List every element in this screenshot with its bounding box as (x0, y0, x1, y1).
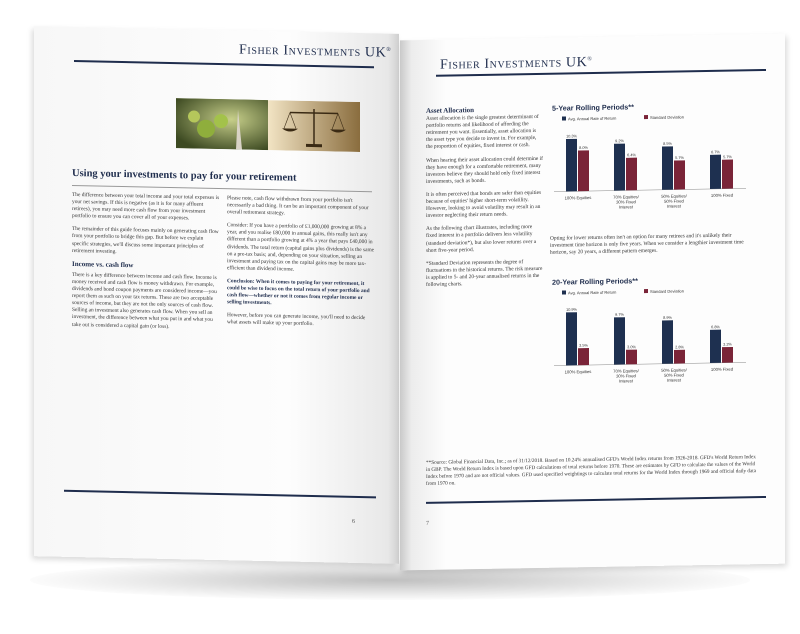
bar (578, 348, 589, 365)
paragraph: When hearing their asset allocation could determine if they have enough for a comfortable retirement, many investors believe they should hold only fixed interest investments, such as bonds. (426, 155, 543, 185)
bar (710, 330, 721, 363)
bar (674, 350, 685, 364)
page-title: Using your investments to pay for your retirement (72, 167, 297, 184)
bar (710, 155, 721, 189)
bar (662, 146, 673, 189)
category-label: 100% Fixed (710, 366, 734, 372)
bar-value-label: 6.7% (711, 150, 720, 155)
bar (626, 350, 637, 365)
source-footnote: **Source: Global Financial Data, Inc.; as of 31/12/2018. Based on 10.24% annualised GFD's World Index returns from 1926-2018. GFD's World Return Index in GBP. The World Return Index is based upon GFD calculations of total returns before 1970. These are estimates by GFD to calculate the values of the World Index before 1970 and are not official values. GFD used specified weightings to calculate total returns for the World Index through 1969 and official daily data from 1970 on. (426, 454, 757, 487)
brand-mark: ® (587, 56, 593, 63)
paragraph: *Standard Deviation represents the degree of fluctuations in the historical returns. The risk measure is applied to 5- and 20-year annualised returns in the following charts. (426, 258, 543, 288)
bar (566, 312, 577, 365)
paragraph: Opting for lower returns often isn't an option for many retirees and it's unlikely their investment time horizon is only five years. When we consider a lengthier investment time horizon, say 20 years, a different pattern emerges. (550, 232, 744, 256)
brand-logo-right (440, 55, 592, 74)
bar-value-label: 5.7% (723, 155, 732, 160)
bar-value-label: 10.9% (566, 307, 577, 312)
bar-value-label: 3.5% (579, 343, 588, 348)
bar (614, 144, 625, 191)
chart-20yr (550, 284, 750, 399)
header-rule (74, 60, 374, 68)
category-label: 70% Equities/30% FixedInterest (613, 194, 639, 210)
bar-value-label: 3.2% (723, 342, 732, 347)
paragraph: The remainder of this guide focuses mainly on generating cash flow from your portfolio to bridge this gap. But before we explain specific strategies, we'll discuss some important principles of retirement investing. (72, 226, 219, 255)
bar (614, 317, 625, 364)
chart-title-20yr: 20-Year Rolling Periods** (552, 276, 638, 287)
legend-label: Standard Deviation (650, 288, 685, 294)
bar-value-label: 8.0% (579, 145, 588, 151)
brand-mark: ® (386, 46, 392, 54)
brand-logo-left (239, 42, 391, 61)
page-number-right: 7 (426, 520, 429, 527)
legend-label: Standard Deviation (650, 114, 685, 120)
left-column-1 (72, 192, 220, 338)
bar (722, 347, 733, 363)
between-charts-text (550, 232, 750, 263)
paragraph: However, before you can generate income, you'll need to decide what assets will make up your portfolio. (227, 312, 366, 328)
bar-value-label: 9.7% (615, 312, 624, 317)
bar-value-label: 3.0% (627, 345, 636, 350)
bar (566, 139, 577, 192)
category-label: 100% Equities (564, 369, 592, 375)
paragraph: Please note, cash flow withdrawn from your portfolio isn't necessarily a bad thing. It can be an important component of your overall retirement strategy. (227, 195, 369, 217)
footer-rule (426, 496, 766, 504)
bar-value-label: 2.8% (675, 345, 684, 350)
bar-value-label: 6.8% (711, 325, 720, 330)
chart-5yr (550, 110, 750, 225)
bar (674, 160, 685, 189)
bar (626, 158, 637, 191)
bar (722, 160, 733, 189)
title-rule (72, 185, 372, 192)
page-number-left: 6 (352, 518, 355, 525)
category-label: 50% Equities/50% FixedInterest (661, 193, 687, 209)
paragraph: Consider: If you have a portfolio of £1,000,000 growing at 8% a year, and you realise £80,000 in annual gains, this really isn't any different than a portfolio growing at 4% a year that pays £40,000 in dividends. The total return (capital gains plus dividends) is the same on a pre-tax basis; and, depending on your situation, selling an investment and paying tax on the capital gains may be more tax-efficient than dividend income. (227, 222, 375, 273)
category-label: 50% Equities/50% FixedInterest (661, 367, 687, 383)
brand-text: Fisher Investments UK (239, 42, 387, 61)
paragraph: As the following chart illustrates, including more fixed interest in a portfolio delivers less volatility (standard deviation*), but also lower returns over a short five-year period. (426, 224, 537, 254)
legend-label: Avg. Annual Rate of Return (568, 115, 617, 122)
right-text-column (426, 106, 544, 295)
legend-swatch (644, 115, 648, 119)
bar-value-label: 6.4% (627, 153, 636, 158)
legend-label: Avg. Annual Rate of Return (568, 289, 617, 296)
left-page (34, 26, 399, 564)
category-label: 70% Equities/30% FixedInterest (613, 368, 639, 384)
legend-swatch (562, 116, 566, 120)
bar-value-label: 8.9% (663, 315, 672, 320)
category-label: 100% Equities (564, 195, 592, 201)
bar (578, 150, 589, 191)
scales-photo (268, 100, 360, 152)
paragraph: The difference between your total income and your total expenses is your net savings. If this is negative (as it is for many affluent retirees), you may need more cash flow from your investment portfolio to ensure you can cover all of your expenses. (72, 191, 220, 222)
legend-swatch (562, 290, 566, 294)
conclusion-paragraph: Conclusion: When it comes to paying for your retirement, it could be wise to focus on the total return of your portfolio and cash flow—whether or not it comes from regular income or selling investments. (227, 278, 370, 307)
bar-value-label: 8.5% (663, 141, 672, 146)
paragraph: Asset allocation is the single greatest determinant of portfolio returns and likelihood of affording the retirement you want. Essentially, asset allocation is the asset type you decide to invest in. For example, the proportion of equities, fixed interest or cash. (426, 114, 539, 151)
bar-value-label: 10.3% (566, 134, 577, 139)
legend-swatch (644, 289, 648, 293)
subheading-income-vs-cash-flow: Income vs. cash flow (72, 259, 134, 270)
right-page (400, 34, 785, 571)
chart-title-5yr: 5-Year Rolling Periods** (552, 102, 634, 113)
bar-value-label: 5.7% (675, 155, 684, 161)
subheading-asset-allocation: Asset Allocation (426, 106, 475, 115)
bar-value-label: 9.2% (615, 139, 624, 144)
brand-text: Fisher Investments UK (440, 55, 588, 73)
category-label: 100% Fixed (710, 192, 734, 198)
apple-tree-photo (176, 98, 268, 150)
paragraph: There is a key difference between income and cash flow. Income is money received and cash flow is money withdrawn. For example, dividends and bond coupon payments are considered income—you report them as such on your tax returns. These are two acceptable sources of income, but they are not the only sources of cash flow. Selling an investment also generates cash flow. When you sell an investment, the difference between what you put in and what you take out is considered a capital gain (or loss). (72, 271, 217, 330)
footer-rule (64, 490, 376, 499)
paragraph: It is often perceived that bonds are safer than equities because of equities' higher short-term volatility. However, looking to avoid volatility may result in an investor neglecting their return needs. (426, 189, 542, 220)
bar (662, 320, 673, 364)
left-column-2 (227, 195, 375, 336)
